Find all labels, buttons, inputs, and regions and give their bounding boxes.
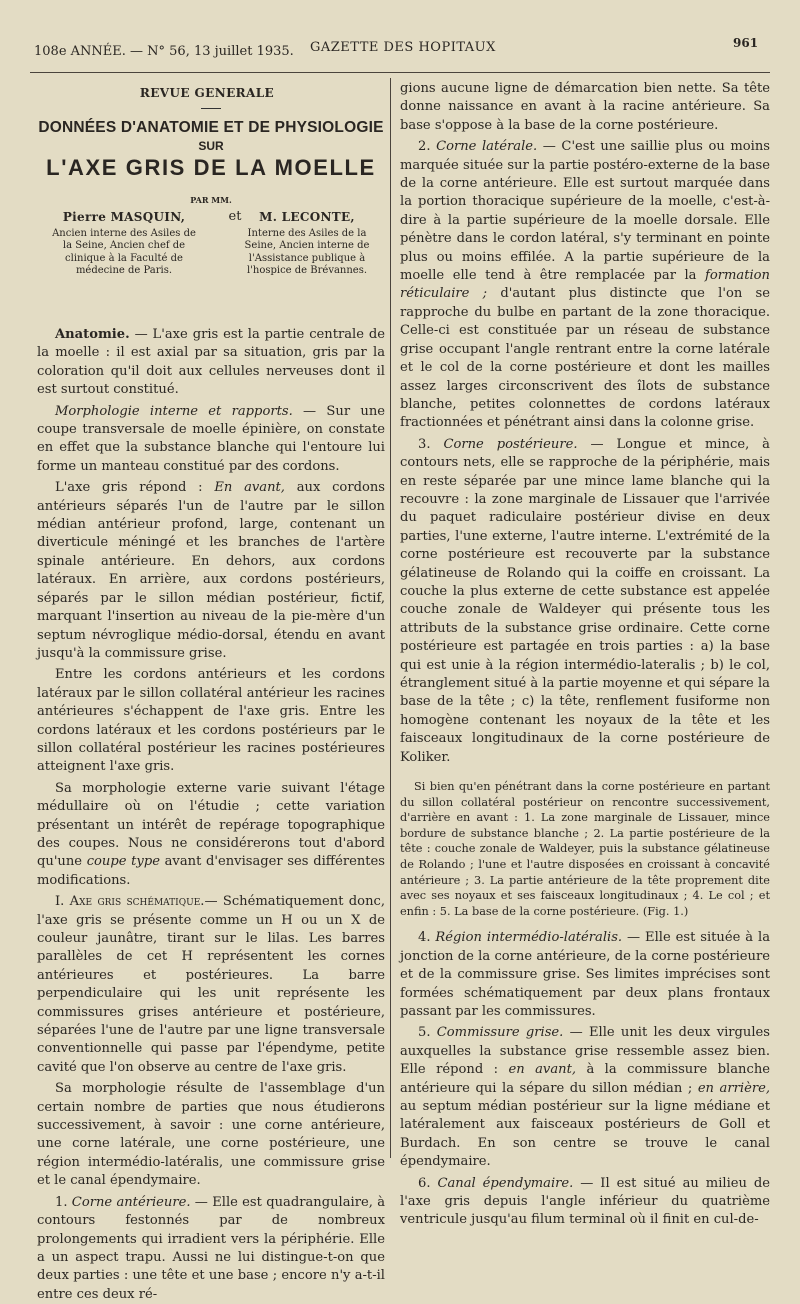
- text: — Schématiquement donc, l'axe gris se présente comme un H ou un X de couleur jaunâtre, tirant sur le lilas. Les barres parallèles de cet H représentent les cornes antérieures et postérieures. La barre perpendiculaire qui les unit représente les commissures grises antérieure et postérieure, séparées l'une de l'autre par une ligne transversale conventionnelle qui passe par l'épendyme, petite cavité que l'on observe au centre de l'axe gris.: [37, 894, 385, 1075]
- paragraph-continuation: gions aucune ligne de démarcation bien nette. Sa tête donne naissance en avant à la racine antérieure. Sa base s'oppose à la base de la corne postérieure.: [400, 81, 770, 133]
- paragraph-region-intermedio: [400, 929, 770, 1021]
- title-line-2: SUR: [198, 139, 224, 153]
- section-label: REVUE GENERALE: [139, 86, 275, 100]
- italic-text: Canal épendymaire.: [437, 1175, 574, 1191]
- paragraph-assemblage: Sa morphologie résulte de l'assemblage d'un certain nombre de parties que nous étudierons successivement, à savoir : une corne antérieure, une corne latérale, une corne postérieure, une région intermédio-latéralis, une commissure grise et le canal épendymaire.: [37, 1081, 385, 1189]
- author-2-name: M. LECONTE,: [259, 210, 355, 224]
- author-2-desc: Interne des Asiles de la Seine, Ancien interne de l'Assistance publique à l'hospice de Brévannes.: [244, 228, 370, 276]
- authors: [37, 211, 385, 301]
- column-divider: [390, 78, 391, 1158]
- text: L'axe gris répond :: [55, 480, 215, 496]
- author-2: [232, 211, 382, 277]
- paragraph-cordons: Entre les cordons antérieurs et les cordons latéraux par le sillon collatéral antérieur les racines antérieures s'échappent de l'axe gris. Entre les cordons latéraux et les cordons postérieurs par le sillon collatéral postérieur les racines postérieures atteignent l'axe gris.: [37, 667, 385, 775]
- text: — Longue et mince, à contours nets, elle se rapproche de la périphérie, mais en reste séparée par une mince lame blanche qui la recouvre : la zone marginale de Lissauer que l'arrivée du paquet radiculaire postérieur divise en deux parties, l'une externe, l'autre interne. L'extrémité de la corne postérieure est recouverte par la substance gélatineuse de Rolando qui la coiffe en croissant. La couche la plus externe de cette substance est appelée couche zonale de Waldeyer qui présente tous les attributs de la substance grise ordinaire. Cette corne postérieure est partagée en trois parties : a) la base qui est unie à la région intermédio-lateralis ; b) le col, étranglement situé à la partie moyenne et qui sépare la base de la tête ; c) la tête, renflement fusiforme non homogène contenant les noyaux de la tête et les faisceaux longitudinaux de la corne postérieure de Koliker.: [400, 436, 770, 765]
- text: 1.: [55, 1194, 72, 1210]
- page-header: [0, 36, 800, 62]
- italic-text: en avant,: [508, 1062, 576, 1078]
- heading-anatomie: Anatomie.: [55, 327, 130, 342]
- paragraph-corne-laterale: [400, 138, 770, 433]
- heading-morphologie: Morphologie interne et rapports.: [55, 403, 293, 419]
- author-1-desc: Ancien interne des Asiles de la Seine, Ancien chef de clinique à la Faculté de médecine de Paris.: [52, 228, 196, 276]
- author-and: et: [228, 209, 242, 224]
- title-line-1: DONNÉES D'ANATOMIE ET DE PHYSIOLOGIE: [38, 119, 384, 136]
- paragraph-morphologie-externe: [37, 780, 385, 890]
- paragraph-canal-ependymaire: [400, 1175, 770, 1230]
- article-title-block: [37, 86, 385, 301]
- right-column: [400, 80, 770, 1230]
- paragraph-anatomie: [37, 326, 385, 400]
- left-column: [37, 326, 385, 1304]
- text: 2.: [418, 139, 437, 155]
- text: avant d'envisager ses différentes modifications.: [37, 854, 385, 888]
- journal-name: GAZETTE DES HOPITAUX: [310, 40, 496, 55]
- italic-text: Corne latérale.: [436, 139, 538, 155]
- text: 6.: [418, 1175, 438, 1191]
- text: — Elle unit les deux virgules auxquelles la substance grise ressemble assez bien. Elle répond :: [400, 1025, 771, 1078]
- paragraph-morphologie: [37, 403, 385, 477]
- page-number: 961: [733, 36, 759, 50]
- italic-text: Corne antérieure.: [71, 1194, 191, 1210]
- title-line-3: L'AXE GRIS DE LA MOELLE: [46, 155, 376, 180]
- paragraph-corne-anterieure: [37, 1194, 385, 1304]
- italic-text: En avant,: [214, 480, 285, 496]
- italic-text: en arrière,: [697, 1080, 770, 1096]
- paragraph-corne-posterieure: [400, 436, 770, 767]
- author-1: [49, 211, 199, 277]
- issue-line: 108e ANNÉE. — N° 56, 13 juillet 1935.: [34, 44, 294, 59]
- italic-text: Commissure grise.: [436, 1025, 564, 1041]
- paragraph-repond: [37, 479, 385, 663]
- text: au septum médian postérieur sur la ligne médiane et latéralement aux faisceaux postérieurs de Goll et Burdach. En son centre se trouve le canal épendymaire.: [400, 1099, 770, 1170]
- paragraph-commissure-grise: [400, 1024, 770, 1171]
- italic-text: formation réticulaire ;: [400, 268, 770, 302]
- paragraph-axe-schematique: [37, 893, 385, 1077]
- paragraph-small-note: Si bien qu'en pénétrant dans la corne postérieure en partant du sillon collatéral postérieur on rencontre successivement, d'arrière en avant : 1. La zone marginale de Lissauer, mince bordure de substance blanche ; 2. La partie postérieure de la tête : couche zonale de Waldeyer, puis la substance gélatineuse de Rolando ; l'une et l'autre disposées en croissant à concavité antérieure ; 3. La partie antérieure de la tête proprement dite avec ses noyaux et ses faisceaux longitudinaux ; 4. Le col ; et enfin : 5. La base de la corne postérieure. (Fig. 1.): [400, 780, 770, 918]
- header-rule: [30, 72, 770, 73]
- text: — Sur une coupe transversale de moelle épinière, on constate en effet que la substance blanche qui l'entoure lui forme un manteau constitué par des cordons.: [37, 403, 385, 474]
- text: 5.: [418, 1025, 437, 1041]
- author-1-name: Pierre MASQUIN,: [62, 210, 186, 224]
- text: — Elle est quadrangulaire, à contours festonnés par de nombreux prolongements qui irradient vers la périphérie. Elle a un aspect trapu. Aussi ne lui distingue-t-on que deux parties : une tête et une base ; encore n'y a-t-il entre ces deux ré-: [37, 1194, 385, 1302]
- italic-text: Corne postérieure.: [443, 436, 578, 452]
- text: aux cordons antérieurs séparés l'un de l'autre par le sillon médian antérieur profond, large, contenant un diverticule méningé et les branches de l'artère spinale antérieure. En dehors, aux cordons latéraux. En arrière, aux cordons postérieurs, séparés par le sillon médian postérieur, fictif, marquant l'insertion au niveau de la pie-mère d'un septum névroglique médio-dorsal, étendu en avant jusqu'à la commissure grise.: [37, 480, 385, 661]
- text: d'autant plus distincte que l'on se rapproche du bulbe en partant de la zone thoracique. Celle-ci est constituée par un réseau de substance grise occupant l'angle rentrant entre la corne latérale et le col de la corne postérieure et dont les mailles assez larges circonscrivent des îlots de substance blanche, petites colonnettes de cordons latéraux fractionnées et pénétrant ainsi dans la colonne grise.: [400, 286, 770, 431]
- byline-par: PAR MM.: [190, 195, 232, 205]
- text: à la commissure blanche antérieure qui la sépare du sillon médian ;: [400, 1062, 770, 1096]
- italic-text: Région intermédio-latéralis.: [435, 930, 623, 946]
- text: — C'est une saillie plus ou moins marquée située sur la partie postéro-externe de la base de la corne antérieure. Elle est surtout marquée dans la portion thoracique supérieure de la moelle, c'est-à-dire à la partie supérieure de la moelle dorsale. Elle pénètre dans le cordon latéral, s'y terminant en pointe plus ou moins effilée. A la partie supérieure de la moelle elle tend à être remplacée par la: [400, 139, 770, 284]
- text: 3.: [418, 436, 444, 452]
- text: — L'axe gris est la partie centrale de la moelle : il est axial par sa situation, gris par la coloration qu'il doit aux cellules nerveuses dont il est surtout constitué.: [37, 327, 385, 398]
- italic-text: coupe type: [86, 854, 160, 870]
- text: — Il est situé au milieu de l'axe gris depuis l'angle inférieur du quatrième ventricule jusqu'au filum terminal où il finit en cul-de-: [400, 1175, 771, 1228]
- text: 4.: [418, 930, 436, 946]
- text: Sa morphologie externe varie suivant l'étage médullaire où on l'étudie ; cette variation présentant un intérêt de repérage topographique des coupes. Nous ne considérerons tout d'abord qu'une: [37, 780, 385, 870]
- text: — Elle est située à la jonction de la corne antérieure, de la corne postérieure et de la commissure grise. Ses limites imprécises sont formées schématiquement par deux plans frontaux passant par les commissures.: [400, 930, 770, 1019]
- title-separator: [201, 108, 221, 109]
- heading-axe-schematique: I. Axe gris schématique.: [55, 894, 205, 910]
